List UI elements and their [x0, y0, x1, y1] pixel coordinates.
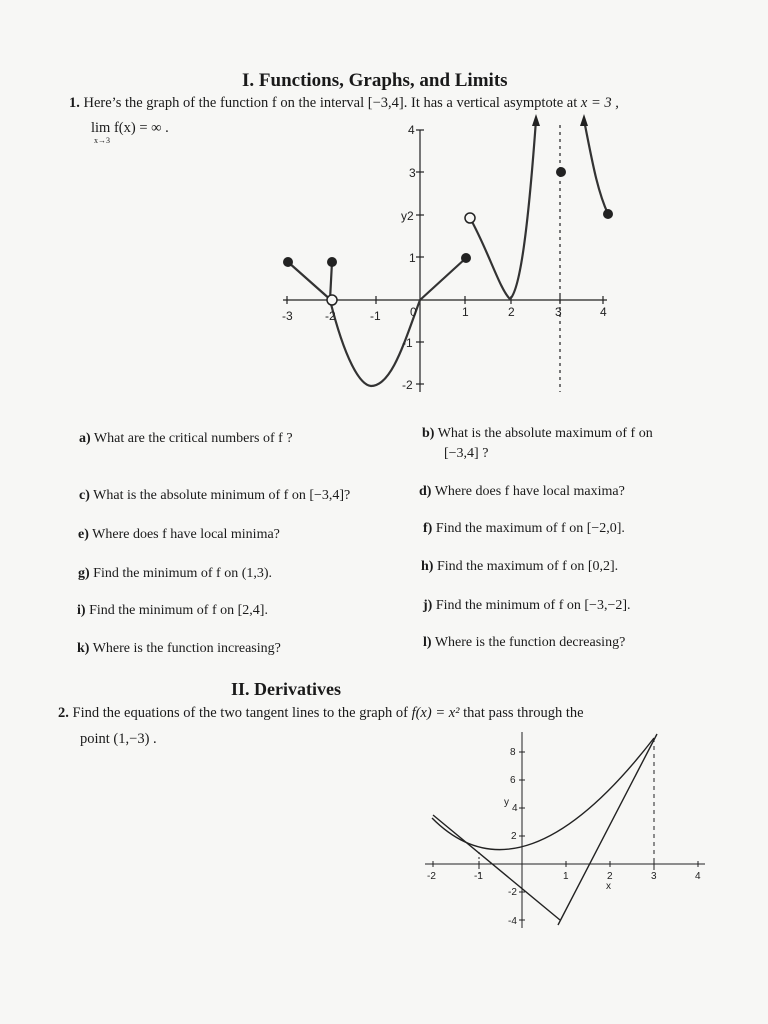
question-id: d)	[419, 484, 432, 499]
graph1	[0, 0, 768, 430]
section1-title: I. Functions, Graphs, and Limits	[242, 70, 508, 91]
graph1-segment-mid	[420, 258, 466, 300]
question-e	[78, 527, 280, 543]
graph1-xtick: -1	[370, 309, 381, 323]
graph2-ytick: -4	[508, 916, 517, 927]
question-id: e)	[78, 527, 89, 542]
question-text: What are the critical numbers of f ?	[93, 431, 293, 446]
problem2-number: 2.	[58, 705, 69, 721]
question-text: Where is the function decreasing?	[434, 635, 626, 650]
question-f	[423, 521, 625, 537]
graph2-xtick: 4	[695, 871, 701, 882]
problem1-number: 1.	[69, 95, 80, 111]
graph1-ytick: -1	[402, 336, 413, 350]
graph2-ytick: 8	[510, 747, 516, 758]
graph1-arrow-right	[580, 114, 588, 126]
graph1-ytick: 4	[408, 123, 415, 137]
graph1-parabola-right	[470, 120, 536, 299]
question-id: l)	[423, 635, 432, 650]
graph1-xtick: 1	[462, 305, 469, 319]
graph1-point	[603, 209, 613, 219]
graph1-xtick: 0	[410, 305, 417, 319]
graph1-ytick: 1	[409, 251, 416, 265]
graph2-ytick: 6	[510, 775, 516, 786]
graph1-xtick: -2	[325, 309, 336, 323]
graph2-tangent-right	[558, 734, 657, 925]
question-a	[79, 431, 293, 447]
graph1-parabola-left	[330, 262, 420, 386]
question-l	[423, 635, 625, 651]
graph2-ytick: -2	[508, 887, 517, 898]
question-text: Find the maximum of f on [−2,0].	[435, 521, 625, 536]
question-i	[77, 603, 268, 619]
graph1-point	[556, 167, 566, 177]
graph1-xtick: -3	[282, 309, 293, 323]
question-id: h)	[421, 559, 434, 574]
problem1-limit: lim f(x) = ∞ .	[91, 120, 169, 136]
problem2-text-a: Find the equations of the two tangent lines to the graph of	[72, 705, 408, 721]
problem1-text-a: Here’s the graph of the function f on the interval	[83, 95, 368, 111]
question-k	[77, 641, 281, 657]
question-text: Find the minimum of f on [2,4].	[89, 603, 268, 618]
graph2-xtick: -1	[474, 871, 483, 882]
problem1-interval: [−3,4].	[367, 95, 408, 111]
question-j	[423, 598, 631, 614]
question-text: What is the absolute maximum of f on	[437, 426, 653, 441]
graph2-xtick: 3	[651, 871, 657, 882]
question-b-line2: [−3,4] ?	[444, 446, 489, 461]
section2-title: II. Derivatives	[231, 679, 341, 699]
question-text: Find the maximum of f on [0,2].	[436, 559, 619, 574]
graph2-xtick: -2	[427, 871, 436, 882]
question-text: Find the minimum of f on [−3,−2].	[435, 598, 631, 613]
graph1-point	[283, 257, 293, 267]
graph1-arrow-left	[532, 114, 540, 126]
question-id: a)	[79, 431, 91, 446]
graph2-tangent-left	[433, 815, 560, 920]
graph1-point	[327, 257, 337, 267]
question-g	[78, 566, 272, 582]
question-b	[422, 426, 653, 442]
graph1-segment-left	[288, 262, 332, 301]
graph1-xtick: 4	[600, 305, 607, 319]
graph1-branch-right	[584, 120, 608, 214]
question-id: i)	[77, 603, 86, 618]
graph1-points	[283, 167, 613, 305]
graph1-ytick: y2	[401, 209, 414, 223]
problem2-point: point (1,−3) .	[80, 731, 157, 747]
question-id: k)	[77, 641, 90, 656]
graph2-y-label: y	[504, 797, 509, 808]
question-id: c)	[79, 488, 90, 503]
graph1-point-open	[465, 213, 475, 223]
graph1-ytick: -2	[402, 378, 413, 392]
question-c	[79, 488, 350, 504]
question-text: Where is the function increasing?	[92, 641, 281, 656]
graph2	[0, 720, 768, 950]
problem2-text-b: that pass through the	[463, 705, 584, 721]
graph2-parabola	[432, 738, 654, 850]
question-id: b)	[422, 426, 435, 441]
problem1-text-b: It has a vertical asymptote at	[410, 95, 578, 111]
graph1-xtick: 3	[555, 305, 562, 319]
graph2-xtick: 2	[607, 871, 613, 882]
problem2-func: f(x) = x²	[411, 705, 460, 721]
question-id: f)	[423, 521, 433, 536]
graph1-xtick: 2	[508, 305, 515, 319]
graph1-ytick: 3	[409, 166, 416, 180]
question-text: Where does f have local maxima?	[434, 484, 625, 499]
question-text: What is the absolute minimum of f on [−3,4]?	[93, 488, 351, 503]
question-text: Where does f have local minima?	[92, 527, 280, 542]
graph1-point-open	[327, 295, 337, 305]
graph2-xtick: 1	[563, 871, 569, 882]
question-d	[419, 484, 625, 500]
graph2-ytick: 2	[511, 831, 517, 842]
question-id: g)	[78, 566, 90, 581]
question-h	[421, 559, 618, 575]
question-id: j)	[423, 598, 433, 613]
graph2-ytick: 4	[512, 803, 518, 814]
question-text: Find the minimum of f on (1,3).	[93, 566, 273, 581]
problem1-limit-sub: x→3	[94, 136, 110, 145]
graph1-point	[461, 253, 471, 263]
problem1-asymptote: x = 3 ,	[580, 95, 619, 111]
graph2-x-label: x	[606, 881, 611, 892]
